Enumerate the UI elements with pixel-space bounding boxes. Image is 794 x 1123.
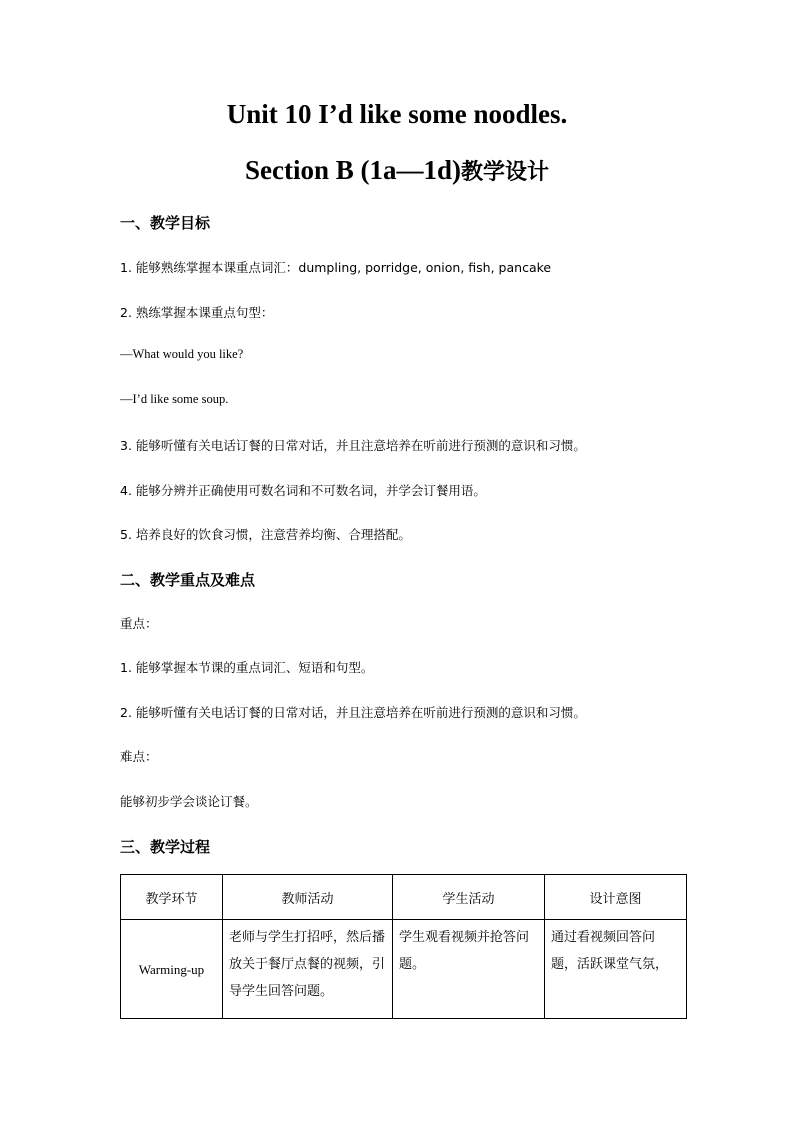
keypoint-item: 2. 能够听懂有关电话订餐的日常对话，并且注意培养在听前进行预测的意识和习惯。 [120, 705, 586, 720]
objective-item: —What would you like? [120, 347, 244, 361]
stage-cell: Warming-up [121, 920, 223, 1019]
table-row [121, 920, 687, 1019]
column-header: 设计意图 [545, 875, 687, 920]
objective-item: —I’d like some soup. [120, 392, 229, 406]
subtitle-english: Section B (1a—1d) [244, 155, 461, 185]
subtitle-chinese: 教学设计 [460, 160, 549, 185]
section-heading-objectives: 一、教学目标 [120, 214, 211, 232]
difficulty-label: 难点： [120, 749, 158, 764]
objective-item: 1. 能够熟练掌握本课重点词汇：dumpling, porridge, onion, fish, pancake [120, 260, 552, 275]
design-purpose-cell: 通过看视频回答问题，活跃课堂气氛， [545, 920, 687, 1019]
document-subtitle [0, 155, 794, 186]
objective-item: 5. 培养良好的饮食习惯，注意营养均衡、合理搭配。 [120, 527, 411, 542]
difficulty-item: 能够初步学会谈论订餐。 [120, 794, 258, 809]
document-title: Unit 10 I’d like some noodles. [226, 99, 568, 129]
objective-item: 3. 能够听懂有关电话订餐的日常对话，并且注意培养在听前进行预测的意识和习惯。 [120, 438, 586, 453]
teacher-activity-cell: 老师与学生打招呼，然后播放关于餐厅点餐的视频，引导学生回答问题。 [223, 920, 393, 1019]
objective-item: 2. 熟练掌握本课重点句型： [120, 305, 274, 320]
column-header: 学生活动 [393, 875, 545, 920]
teaching-process-table [120, 874, 687, 1019]
keypoint-item: 1. 能够掌握本节课的重点词汇、短语和句型。 [120, 660, 374, 675]
keypoints-label: 重点： [120, 616, 158, 631]
section-heading-process: 三、教学过程 [120, 838, 211, 856]
section-heading-keypoints: 二、教学重点及难点 [120, 571, 256, 589]
column-header: 教师活动 [223, 875, 393, 920]
objective-item: 4. 能够分辨并正确使用可数名词和不可数名词，并学会订餐用语。 [120, 483, 486, 498]
column-header: 教学环节 [121, 875, 223, 920]
table-header-row [121, 875, 687, 920]
student-activity-cell: 学生观看视频并抢答问题。 [393, 920, 545, 1019]
